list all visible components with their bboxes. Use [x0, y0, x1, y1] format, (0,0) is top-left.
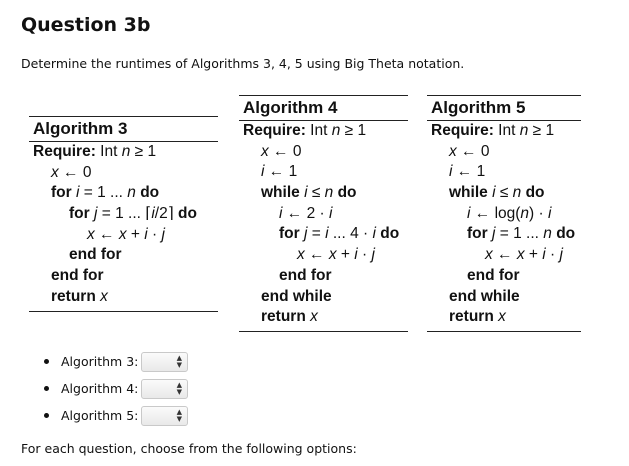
algorithm-5-answer-select[interactable]	[141, 406, 188, 426]
alg4-line-return: return x	[261, 308, 318, 326]
alg5-line-init-i: i ← 1	[449, 163, 486, 181]
algorithm-3-answer-select[interactable]	[141, 352, 188, 372]
answer-list	[44, 348, 188, 429]
alg4-line-init-i: i ← 1	[261, 163, 298, 181]
algorithm-3-box	[29, 116, 218, 312]
question-title: Question 3b	[21, 14, 151, 36]
alg4-line-end-while: end while	[261, 287, 332, 305]
alg3-line-for-j: for j = 1 ... ⌈i/2⌉ do	[69, 205, 197, 223]
answer-row-algorithm-4	[44, 375, 188, 402]
answer-row-algorithm-3	[44, 348, 188, 375]
answer-label: Algorithm 3:	[61, 354, 139, 369]
alg3-line-for-i: for i = 1 ... n do	[51, 184, 160, 202]
algorithm-3-title: Algorithm 3	[33, 119, 128, 138]
alg4-line-require: Require: Int n ≥ 1	[243, 122, 367, 139]
alg5-line-require: Require: Int n ≥ 1	[431, 122, 555, 139]
alg5-line-for-j: for j = 1 ... n do	[467, 225, 576, 243]
algorithm-5-title: Algorithm 5	[431, 98, 526, 117]
alg4-line-update-x: x ← x + i · j	[297, 246, 375, 264]
alg4-line-init-x: x ← 0	[261, 142, 302, 160]
alg3-line-init-x: x ← 0	[51, 163, 92, 181]
answer-label: Algorithm 4:	[61, 381, 139, 396]
alg5-line-return: return x	[449, 308, 506, 326]
alg5-line-end-while: end while	[449, 287, 520, 305]
bullet-icon	[44, 413, 49, 418]
options-footer-text: For each question, choose from the following options:	[21, 441, 357, 456]
answer-label: Algorithm 5:	[61, 408, 139, 423]
algorithm-5-box	[427, 95, 581, 332]
alg5-line-log-i: i ← log(n) · i	[467, 204, 552, 222]
algorithm-4-title: Algorithm 4	[243, 98, 338, 117]
algorithm-4-answer-select[interactable]	[141, 379, 188, 399]
alg3-line-update-x: x ← x + i · j	[87, 225, 165, 243]
algorithm-4-box	[239, 95, 408, 332]
up-down-arrows-icon: ▲ ▼	[176, 353, 182, 369]
alg3-line-require: Require: Int n ≥ 1	[33, 143, 157, 160]
alg4-line-double-i: i ← 2 · i	[279, 204, 333, 222]
alg4-line-while: while i ≤ n do	[261, 184, 357, 202]
alg5-line-update-x: x ← x + i · j	[485, 246, 563, 264]
bullet-icon	[44, 359, 49, 364]
answer-row-algorithm-5	[44, 402, 188, 429]
bullet-icon	[44, 386, 49, 391]
alg5-line-init-x: x ← 0	[449, 142, 490, 160]
up-down-arrows-icon: ▲ ▼	[176, 380, 182, 396]
up-down-arrows-icon: ▲ ▼	[176, 407, 182, 423]
alg3-line-end-for-outer: end for	[51, 267, 104, 285]
alg4-line-end-for: end for	[279, 266, 332, 284]
alg5-line-while: while i ≤ n do	[449, 184, 545, 202]
alg3-line-return: return x	[51, 287, 108, 305]
alg3-line-end-for-inner: end for	[69, 246, 122, 264]
alg5-line-end-for: end for	[467, 266, 520, 284]
alg4-line-for-j: for j = i ... 4 · i do	[279, 225, 400, 243]
instruction-text: Determine the runtimes of Algorithms 3, 4, 5 using Big Theta notation.	[21, 56, 465, 71]
